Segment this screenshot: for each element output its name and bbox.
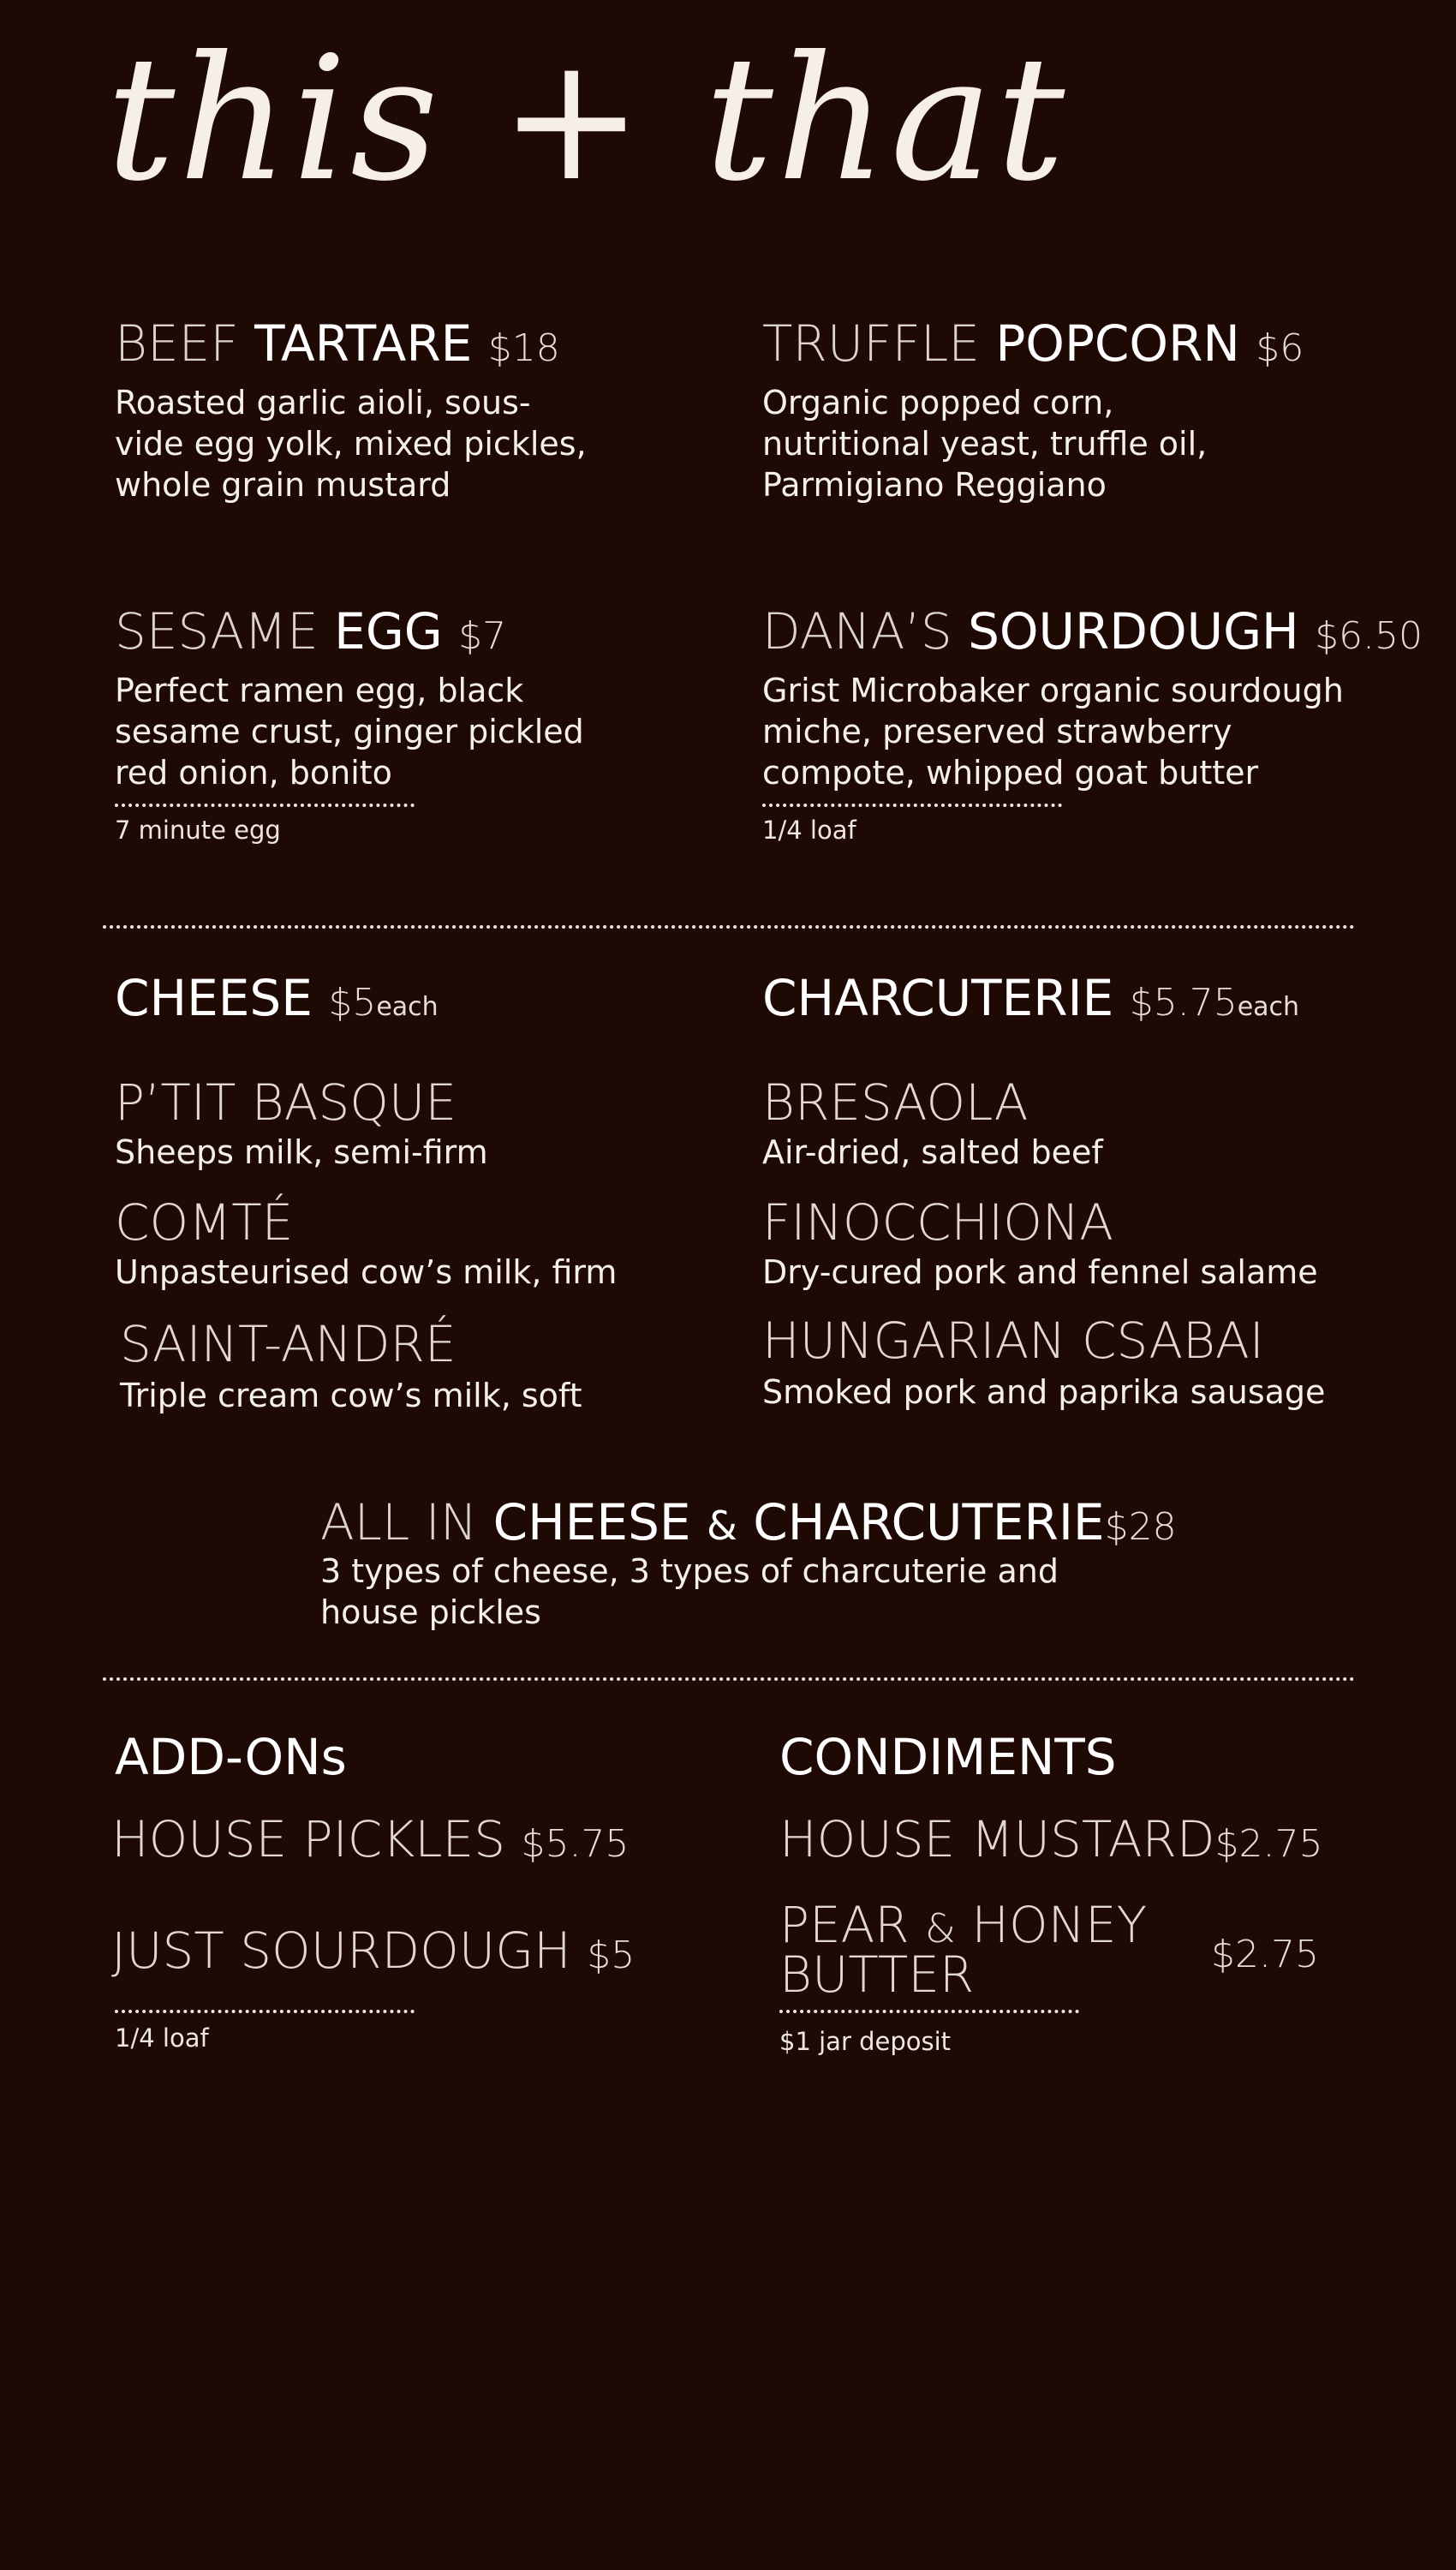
cheese-name: P’TIT BASQUE <box>115 1073 457 1132</box>
ampersand: & <box>925 1905 956 1951</box>
item-light-label: SESAME <box>115 602 319 660</box>
charcuterie-heading <box>762 969 1300 1027</box>
section-label: CHEESE <box>115 969 313 1027</box>
item-light-label: TRUFFLE <box>762 314 980 373</box>
condiment-name: HOUSE MUSTARD <box>779 1810 1215 1868</box>
sourdough-description: Grist Microbaker organic sourdough miche, preserved strawberry compote, whipped goat butter <box>762 672 1344 792</box>
charcuterie-desc: Dry-cured pork and fennel salame <box>762 1253 1318 1291</box>
item-price: $6.50 <box>1315 614 1423 658</box>
sourdough-note: 1/4 loaf <box>762 816 856 845</box>
charcuterie-name: BRESAOLA <box>762 1073 1029 1132</box>
divider <box>779 2010 1079 2013</box>
ampersand: & <box>706 1503 737 1549</box>
sesame-egg-heading <box>115 602 507 660</box>
addon-price: $5 <box>587 1933 636 1977</box>
item-price: $28 <box>1104 1505 1177 1549</box>
section-price: $5.75 <box>1129 981 1238 1025</box>
menu-title: this + that <box>106 20 1069 219</box>
beef-tartare-description: Roasted garlic aioli, sous-vide egg yolk, mixed pickles, whole grain mustard <box>115 384 587 504</box>
condiment-name: PEAR <box>779 1896 910 1954</box>
combo-heading <box>320 1493 1177 1551</box>
section-divider <box>103 925 1355 929</box>
combo-description: 3 types of cheese, 3 types of charcuterie and house pickles <box>320 1552 1059 1631</box>
addons-heading: ADD-ONs <box>115 1728 347 1786</box>
beef-tartare-heading <box>115 314 560 373</box>
sesame-egg-description: Perfect ramen egg, black sesame crust, ginger pickled red onion, bonito <box>115 672 584 792</box>
condiment-price: $2.75 <box>1211 1933 1319 1976</box>
charcuterie-desc: Air-dried, salted beef <box>762 1133 1103 1171</box>
item-bold-label: POPCORN <box>995 314 1240 373</box>
cheese-name: SAINT-ANDRÉ <box>120 1315 456 1373</box>
item-price: $18 <box>487 326 560 370</box>
truffle-popcorn-description: Organic popped corn, nutritional yeast, truffle oil, Parmigiano Reggiano <box>762 384 1208 504</box>
addon-sourdough-note: 1/4 loaf <box>115 2023 209 2053</box>
charcuterie-name: FINOCCHIONA <box>762 1193 1113 1252</box>
item-bold-label: CHEESE <box>492 1493 691 1551</box>
addon-name: HOUSE PICKLES <box>111 1810 506 1868</box>
condiment-house-mustard <box>779 1810 1323 1868</box>
cheese-heading <box>115 969 439 1027</box>
each-label: each <box>1237 992 1300 1022</box>
cheese-desc: Triple cream cow’s milk, soft <box>120 1377 582 1414</box>
addon-price: $5.75 <box>521 1822 630 1866</box>
condiment-name: HONEY <box>971 1896 1148 1954</box>
condiment-butter-note: $1 jar deposit <box>779 2027 952 2056</box>
addon-just-sourdough <box>111 1922 636 1980</box>
charcuterie-desc: Smoked pork and paprika sausage <box>762 1373 1326 1411</box>
divider <box>762 804 1062 807</box>
cheese-desc: Sheeps milk, semi-firm <box>115 1133 488 1171</box>
addon-name: JUST SOURDOUGH <box>111 1922 571 1980</box>
condiment-name: BUTTER <box>779 1945 975 2004</box>
cheese-desc: Unpasteurised cow’s milk, firm <box>115 1253 618 1291</box>
item-bold-label: EGG <box>334 602 443 660</box>
sourdough-heading <box>762 602 1423 660</box>
condiment-price: $2.75 <box>1214 1822 1323 1866</box>
item-price: $6 <box>1256 326 1304 370</box>
section-label: CHARCUTERIE <box>762 969 1114 1027</box>
item-light-label: DANA’S <box>762 602 952 660</box>
divider <box>115 2010 415 2013</box>
section-price: $5 <box>328 981 377 1025</box>
addon-house-pickles <box>111 1810 630 1868</box>
condiment-pear-honey-butter <box>779 1896 1148 2004</box>
charcuterie-name: HUNGARIAN CSABAI <box>762 1312 1264 1370</box>
item-bold-label: SOURDOUGH <box>968 602 1299 660</box>
sesame-egg-note: 7 minute egg <box>115 816 281 845</box>
truffle-popcorn-heading <box>762 314 1304 373</box>
cheese-name: COMTÉ <box>115 1193 294 1252</box>
item-bold-label: TARTARE <box>254 314 473 373</box>
section-divider <box>103 1677 1355 1681</box>
each-label: each <box>376 992 439 1022</box>
divider <box>115 804 415 807</box>
item-bold-label: CHARCUTERIE <box>753 1493 1105 1551</box>
condiments-heading: CONDIMENTS <box>779 1728 1117 1786</box>
item-light-label: BEEF <box>115 314 239 373</box>
item-light-label: ALL IN <box>320 1493 478 1551</box>
item-price: $7 <box>458 614 507 658</box>
